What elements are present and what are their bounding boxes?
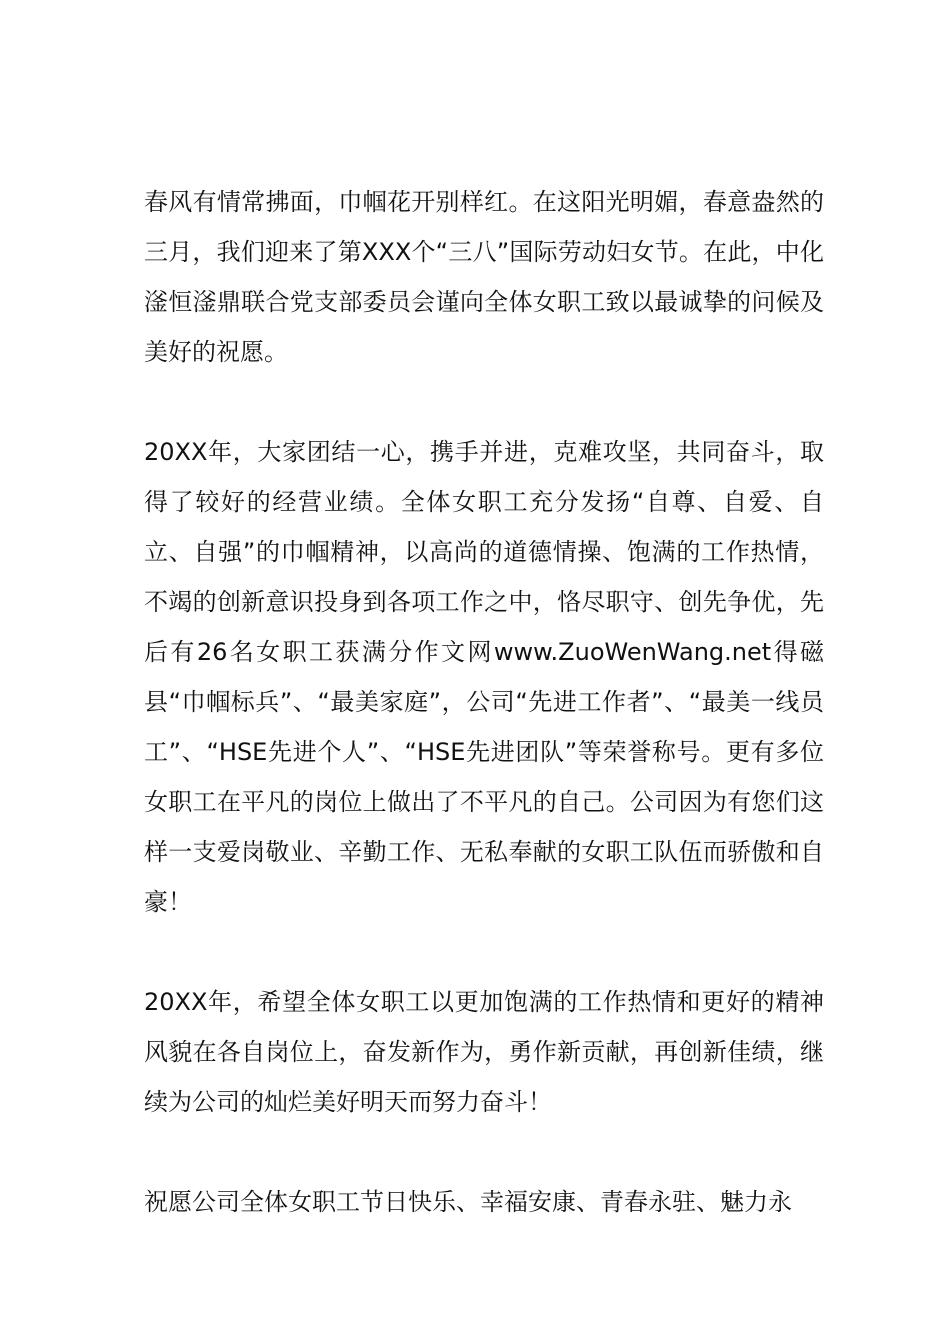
paragraph-achievements: 20XX年，大家团结一心，携手并进，克难攻坚，共同奋斗，取得了较好的经营业绩。全体女职工充分发扬“自尊、自爱、自立、自强”的巾帼精神，以高尚的道德情操、饱满的工作热情，不竭的创新意识投身到各项工作之中，恪尽职守、创先争优，先后有26名女职工获满分作文网www.ZuoWenWang.net得磁县“巾帼标兵”、“最美家庭”，公司“先进工作者”、“最美一线员工”、“HSE先进个人”、“HSE先进团队”等荣誉称号。更有多位女职工在平凡的岗位上做出了不平凡的自己。公司因为有您们这样一支爱岗敬业、辛勤工作、无私奉献的女职工队伍而骄傲和自豪！ [144, 438, 824, 916]
paragraph-hopes: 20XX年，希望全体女职工以更加饱满的工作热情和更好的精神风貌在各自岗位上，奋发新作为，勇作新贡献，再创新佳绩，继续为公司的灿烂美好明天而努力奋斗！ [144, 988, 824, 1116]
document-body [144, 177, 824, 1277]
paragraph-greeting: 春风有情常拂面，巾帼花开别样红。在这阳光明媚，春意盎然的三月，我们迎来了第XXX个“三八”国际劳动妇女节。在此，中化滏恒滏鼎联合党支部委员会谨向全体女职工致以最诚挚的问候及美好的祝愿。 [144, 188, 824, 366]
paragraph-wishes: 祝愿公司全体女职工节日快乐、幸福安康、青春永驻、魅力永 [144, 1188, 792, 1216]
